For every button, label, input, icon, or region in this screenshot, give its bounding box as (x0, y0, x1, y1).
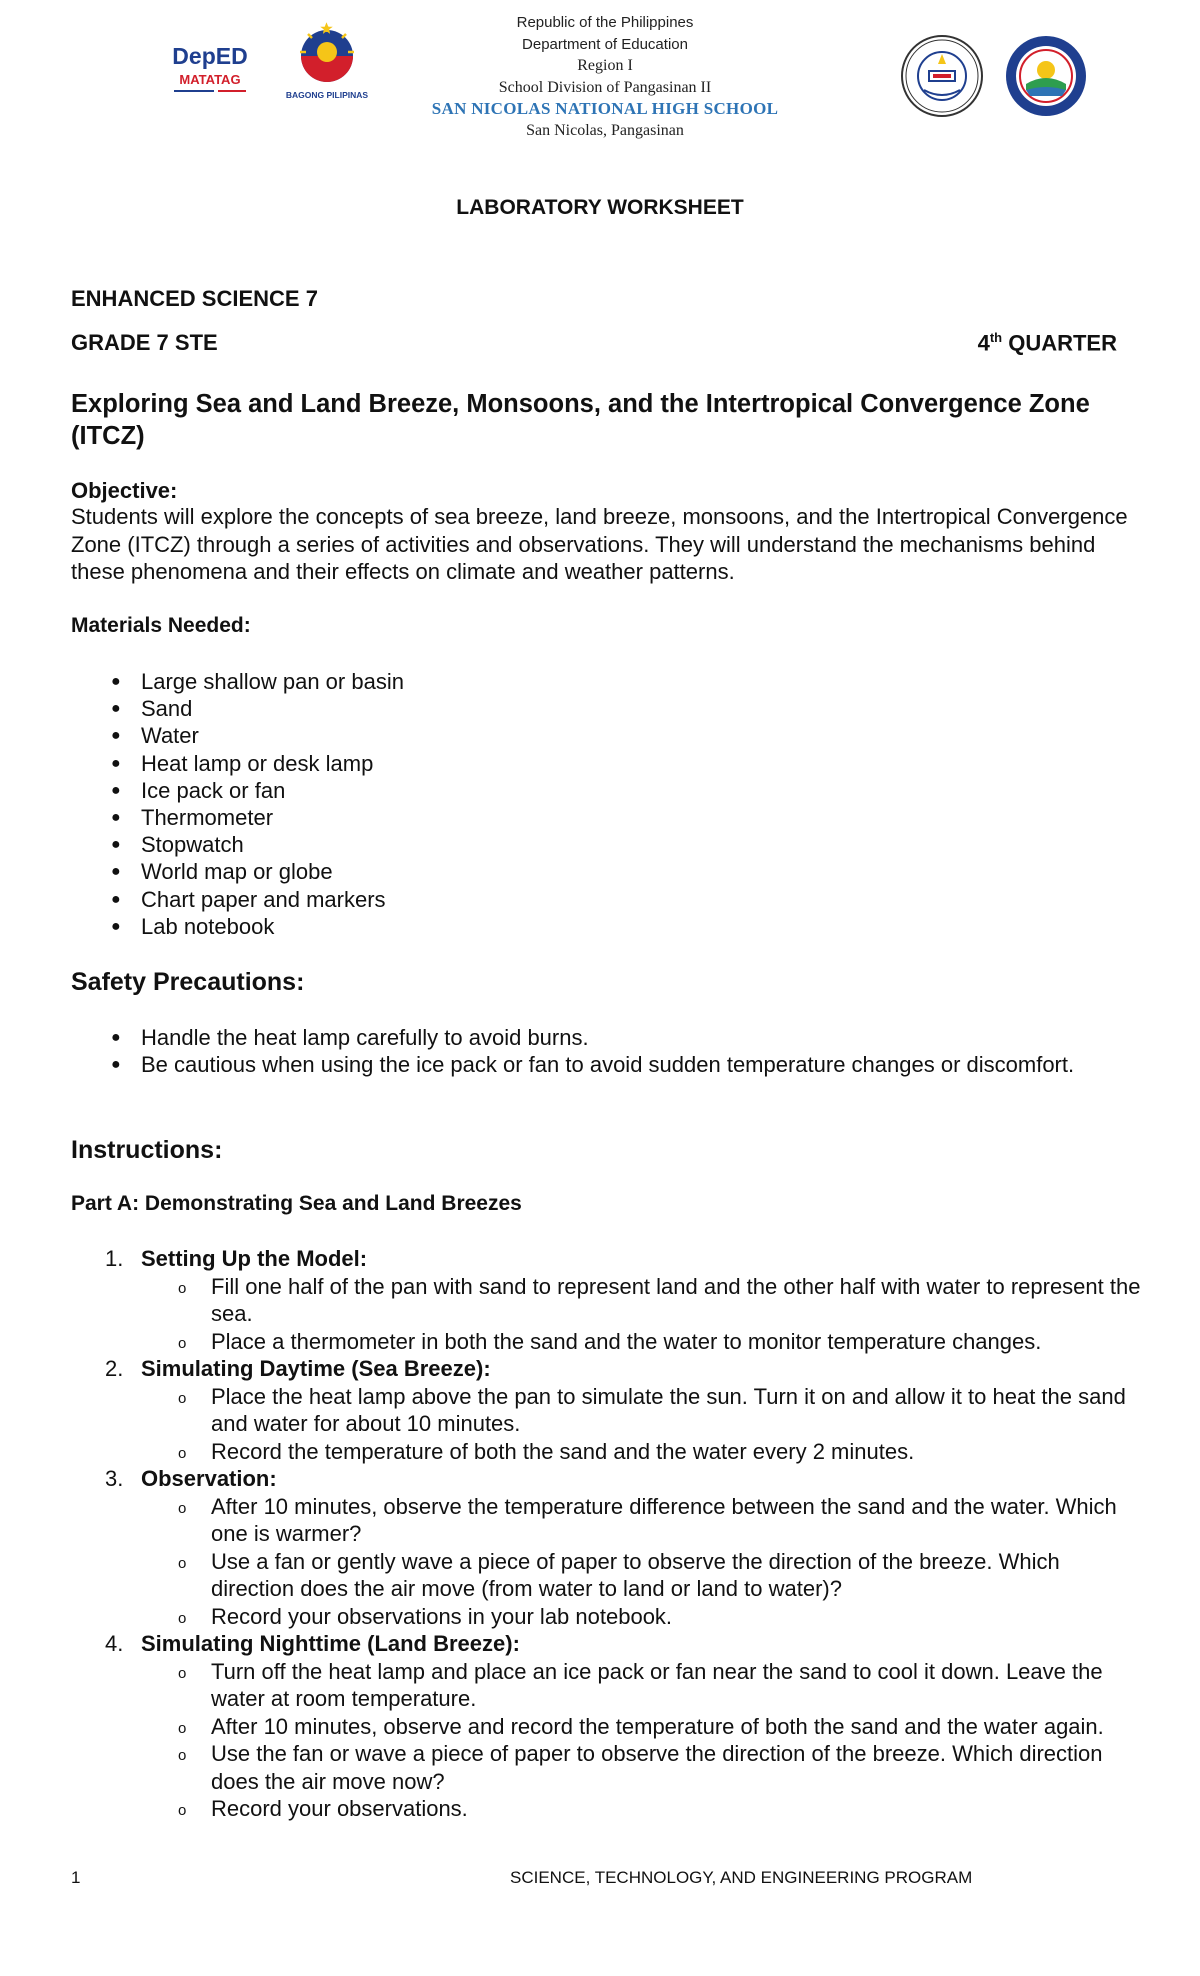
footer-program: SCIENCE, TECHNOLOGY, AND ENGINEERING PROGRAM (510, 1868, 973, 1887)
bullet-icon: ● (111, 809, 121, 827)
sub-item-text: Record your observations in your lab notebook. (211, 1603, 673, 1629)
material-item: Lab notebook (141, 913, 275, 939)
step-title: Setting Up the Model: (141, 1246, 368, 1271)
materials-list (71, 668, 1141, 940)
circle-bullet-icon: o (178, 1802, 187, 1819)
circle-bullet-icon: o (178, 1444, 187, 1462)
step-number: 3. (105, 1466, 124, 1491)
sub-item (141, 1658, 1141, 1713)
school-seal-logo (900, 34, 984, 118)
bullet-icon: ● (111, 673, 121, 690)
list-item (71, 722, 1141, 749)
bullet-icon: ● (111, 917, 121, 935)
sub-item (141, 1493, 1141, 1548)
objective-heading: Objective: (71, 478, 178, 503)
circle-bullet-icon: o (178, 1334, 187, 1352)
sub-item-text: Use the fan or wave a piece of paper to observe the direction of the breeze. Which direction does the air move now? (211, 1741, 1103, 1794)
step-title: Simulating Daytime (Sea Breeze): (141, 1356, 491, 1381)
division-seal-logo (1004, 34, 1088, 118)
sub-item (141, 1273, 1141, 1328)
list-item (71, 750, 1141, 777)
bagong-pilipinas-logo (286, 22, 368, 106)
grade-label: GRADE 7 STE (71, 330, 218, 355)
quarter-label (978, 330, 1117, 356)
list-item (71, 886, 1141, 913)
sub-item (141, 1328, 1141, 1356)
matatag-logo-word: MATATAG (179, 72, 241, 87)
topic-title: Exploring Sea and Land Breeze, Monsoons, and the Intertropical Convergence Zone (ITCZ) (71, 390, 1090, 450)
material-item: Sand (141, 696, 193, 722)
list-item (71, 804, 1141, 831)
header-department: Department of Education (522, 35, 688, 53)
material-item: World map or globe (141, 859, 333, 885)
safety-item: Handle the heat lamp carefully to avoid burns. (141, 1025, 589, 1050)
step-item (71, 1245, 1141, 1355)
subject-label: ENHANCED SCIENCE 7 (71, 286, 318, 311)
bullet-icon: ● (111, 781, 121, 799)
step-title: Simulating Nighttime (Land Breeze): (141, 1631, 520, 1656)
letterhead (0, 0, 1200, 150)
header-region: Region I (577, 57, 633, 74)
material-item: Water (141, 723, 199, 749)
list-item (71, 1051, 1141, 1078)
safety-list (71, 1024, 1141, 1078)
circle-bullet-icon: o (178, 1719, 187, 1737)
list-item (71, 858, 1141, 885)
list-item (71, 695, 1141, 722)
deped-matatag-logo (168, 34, 252, 100)
quarter-number: 4 (977, 330, 990, 356)
material-item: Heat lamp or desk lamp (141, 750, 374, 776)
bullet-icon: ● (111, 700, 121, 718)
step-item (71, 1465, 1141, 1630)
steps-list (71, 1245, 1141, 1823)
bullet-icon: ● (111, 727, 121, 745)
material-item: Thermometer (141, 805, 274, 831)
list-item (71, 668, 1141, 695)
materials-heading: Materials Needed: (71, 614, 251, 637)
step-number: 1. (105, 1246, 124, 1271)
bullet-icon: ● (111, 754, 121, 772)
bullet-icon: ● (111, 890, 121, 908)
bullet-icon: ● (111, 1029, 121, 1046)
sub-item (141, 1603, 1141, 1631)
circle-bullet-icon: o (178, 1554, 187, 1572)
circle-bullet-icon: o (178, 1747, 187, 1764)
sub-item-text: Record the temperature of both the sand and the water every 2 minutes. (211, 1438, 915, 1464)
page-number: 1 (71, 1868, 81, 1887)
header-school-name: SAN NICOLAS NATIONAL HIGH SCHOOL (431, 99, 779, 118)
quarter-suffix: th (989, 330, 1003, 345)
header-republic: Republic of the Philippines (516, 14, 694, 31)
step-number: 4. (105, 1631, 124, 1656)
sub-item (141, 1383, 1141, 1438)
letterhead-text (380, 12, 830, 141)
quarter-word: QUARTER (1002, 330, 1117, 356)
list-item (71, 831, 1141, 858)
sub-item (141, 1438, 1141, 1466)
step-title: Observation: (141, 1466, 277, 1491)
bullet-icon: ● (111, 863, 121, 881)
step-item (71, 1355, 1141, 1465)
part-a-heading: Part A: Demonstrating Sea and Land Breezes (71, 1192, 522, 1215)
material-item: Ice pack or fan (141, 777, 286, 803)
sub-item-text: Turn off the heat lamp and place an ice pack or fan near the sand to cool it down. Leave the water at room temperature. (211, 1658, 1103, 1711)
header-division: School Division of Pangasinan II (498, 78, 712, 96)
material-item: Stopwatch (141, 832, 244, 858)
sub-item (141, 1795, 1141, 1823)
header-location: San Nicolas, Pangasinan (526, 121, 684, 139)
instructions-heading: Instructions: (71, 1136, 223, 1164)
circle-bullet-icon: o (178, 1499, 187, 1517)
list-item (71, 777, 1141, 804)
circle-bullet-icon: o (178, 1609, 187, 1627)
material-item: Chart paper and markers (141, 886, 386, 912)
sub-item-text: Use a fan or gently wave a piece of paper to observe the direction of the breeze. Which direction does the air move (from water to land or land to water)? (211, 1548, 1060, 1601)
bullet-icon: ● (111, 836, 121, 854)
bagong-logo-word: BAGONG PILIPINAS (286, 90, 368, 100)
sub-item (141, 1548, 1141, 1603)
material-item: Large shallow pan or basin (141, 669, 404, 694)
objective-text: Students will explore the concepts of sea breeze, land breeze, monsoons, and the Intertropical Convergence Zone (ITCZ) through a series of activities and observations. They will understand the mechanisms behind these phenomena and their effects on climate and weather patterns. (71, 504, 1128, 584)
bullet-icon: ● (111, 1056, 121, 1074)
step-item (71, 1630, 1141, 1823)
circle-bullet-icon: o (178, 1279, 187, 1297)
safety-item: Be cautious when using the ice pack or fan to avoid sudden temperature changes or discomfort. (141, 1052, 1075, 1078)
safety-heading: Safety Precautions: (71, 968, 305, 996)
circle-bullet-icon: o (178, 1664, 187, 1682)
sub-item-text: Fill one half of the pan with sand to represent land and the other half with water to represent the sea. (211, 1273, 1141, 1326)
worksheet-title: LABORATORY WORKSHEET (456, 196, 744, 219)
list-item (71, 913, 1141, 940)
list-item (71, 1024, 1141, 1051)
sub-item (141, 1713, 1141, 1741)
sub-item-text: Place a thermometer in both the sand and the water to monitor temperature changes. (211, 1328, 1042, 1354)
sub-item-text: Place the heat lamp above the pan to simulate the sun. Turn it on and allow it to heat the sand and water for about 10 minutes. (211, 1383, 1126, 1436)
sub-item (141, 1740, 1141, 1795)
sub-item-text: After 10 minutes, observe the temperature difference between the sand and the water. Which one is warmer? (211, 1493, 1117, 1546)
sub-item-text: Record your observations. (211, 1796, 468, 1821)
deped-logo-word: DepED (172, 43, 248, 69)
step-number: 2. (105, 1356, 124, 1381)
sub-item-text: After 10 minutes, observe and record the temperature of both the sand and the water again. (211, 1713, 1104, 1739)
circle-bullet-icon: o (178, 1389, 187, 1407)
